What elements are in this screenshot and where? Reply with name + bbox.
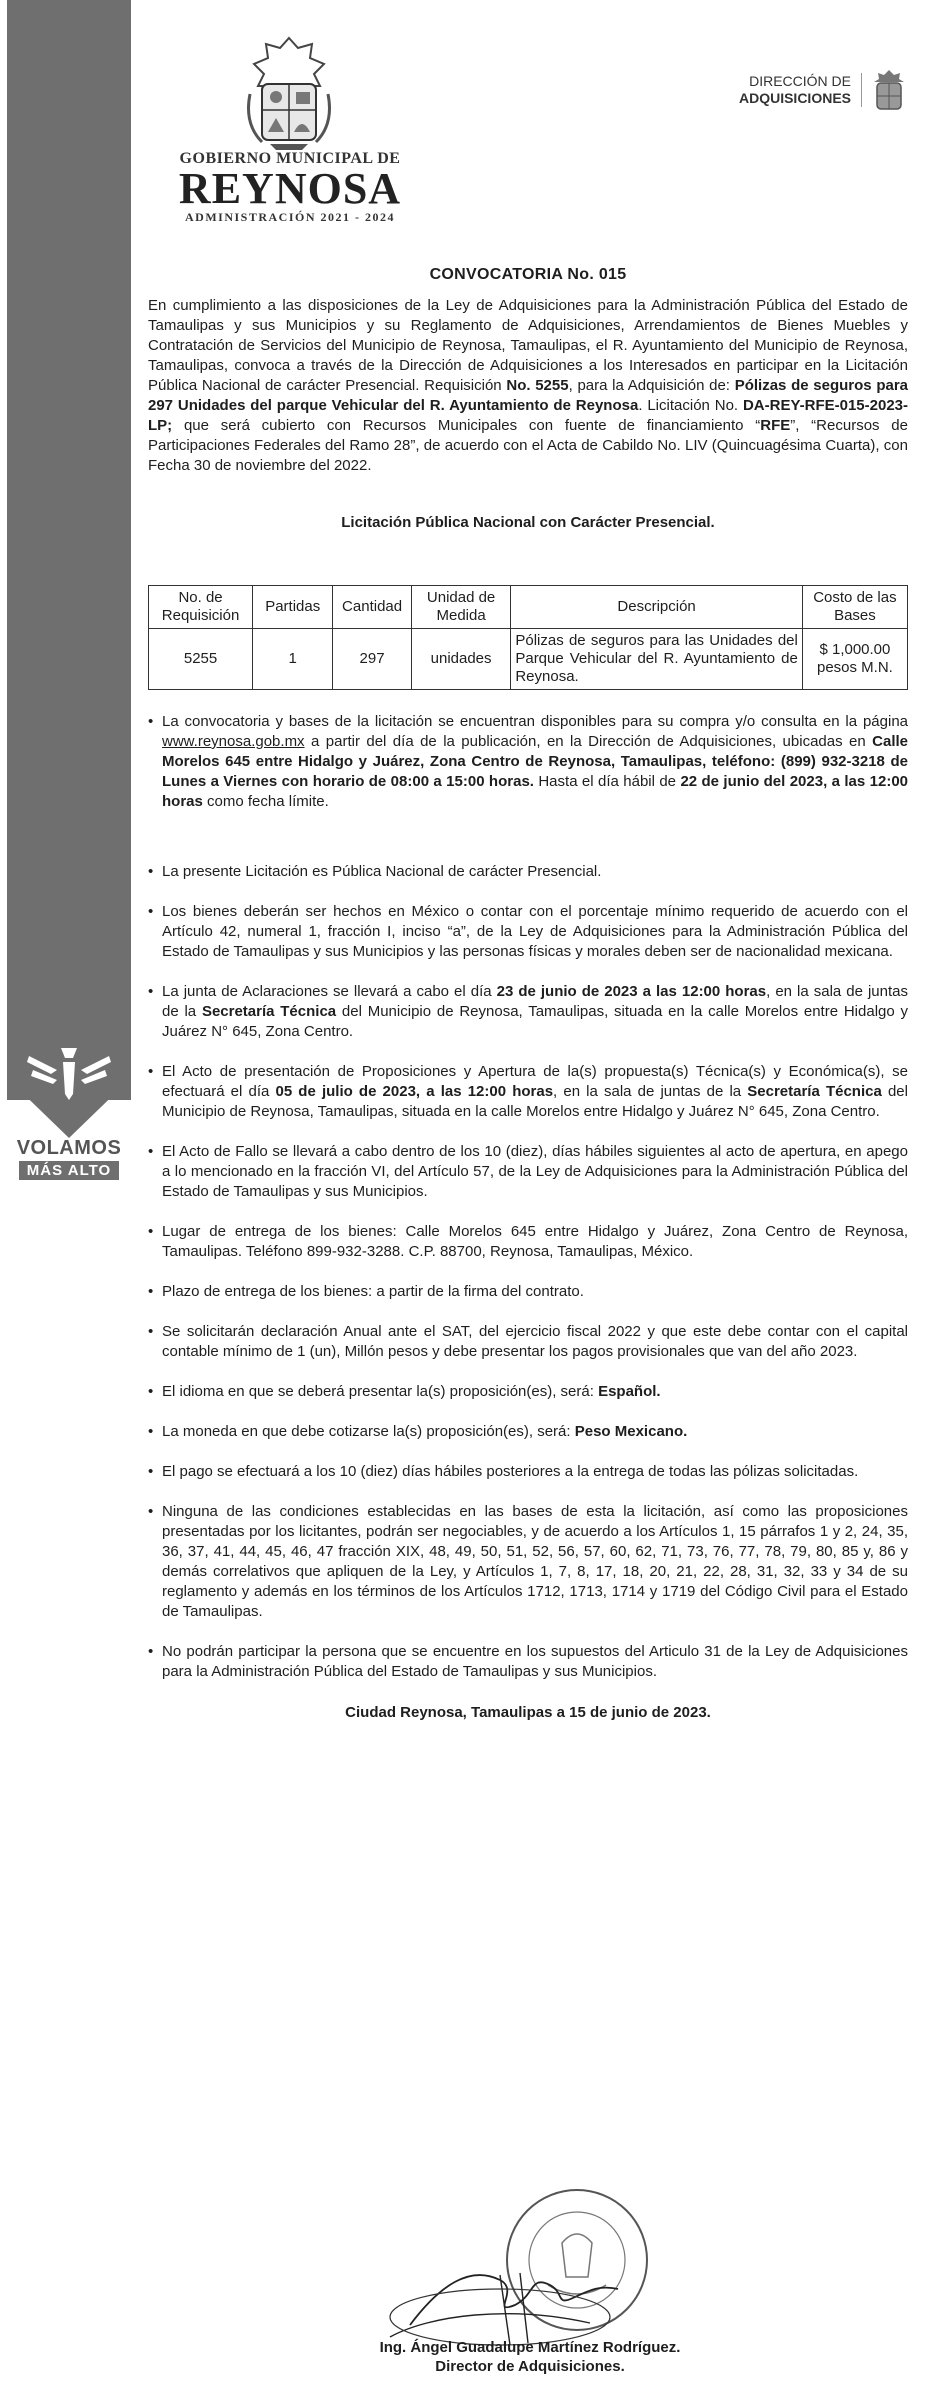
document-title: CONVOCATORIA No. 015 xyxy=(429,266,627,283)
list-item: • El pago se efectuará a los 10 (diez) días hábiles posteriores a la entrega de todas las pólizas solicitadas. xyxy=(148,1462,908,1482)
col-descripcion: Descripción xyxy=(511,586,803,629)
city-date: Ciudad Reynosa, Tamaulipas a 15 de junio de 2023. xyxy=(345,1704,711,1721)
list-item: • Los bienes deberán ser hechos en México o contar con el porcentaje mínimo requerido de acuerdo con el Artículo 42, numeral 1, fracción I, inciso “a”, de la Ley de Adquisiciones para la Administración Pública del Estado de Tamaulipas y sus Municipios y las personas físicas y morales deben ser de nacionalidad mexicana. xyxy=(148,902,908,962)
col-costo: Costo de las Bases xyxy=(802,586,907,629)
list-item: • El idioma en que se deberá presentar la(s) proposición(es), será: Español. xyxy=(148,1382,908,1402)
slogan-line1: VOLAMOS xyxy=(16,1137,122,1159)
col-cantidad: Cantidad xyxy=(333,586,412,629)
slogan xyxy=(5,1137,133,1180)
tender-type-heading: Licitación Pública Nacional con Carácter Presencial. xyxy=(341,514,715,531)
list-item: • No podrán participar la persona que se encuentre en los supuestos del Articulo 31 de la Ley de Adquisiciones para la Administración Pública del Estado de Tamaulipas y sus Municipios. xyxy=(148,1642,908,1682)
list-item: • La junta de Aclaraciones se llevará a cabo el día 23 de junio de 2023 a las 12:00 horas, en la sala de juntas de la Secretaría Técnica del Municipio de Reynosa, Tamaulipas, situada en la calle Morelos entre Hidalgo y Juárez N° 645, Zona Centro. xyxy=(148,982,908,1042)
crest-small-icon xyxy=(872,68,906,112)
signer-title: Director de Adquisiciones. xyxy=(435,2358,625,2375)
document-body xyxy=(148,260,908,1721)
list-item: • La moneda en que debe cotizarse la(s) proposición(es), será: Peso Mexicano. xyxy=(148,1422,908,1442)
list-item: • La convocatoria y bases de la licitación se encuentran disponibles para su compra y/o consulta en la página www.reynosa.gob.mx a partir del día de la publicación, en la Dirección de Adquisiciones, ubicadas en Calle Morelos 645 entre Hidalgo y Juárez, Zona Centro de Reynosa, Tamaulipas, teléfono: (899) 932-3218 de Lunes a Viernes con horario de 08:00 a 15:00 horas. Hasta el día hábil de 22 de junio del 2023, a las 12:00 horas como fecha límite. xyxy=(148,712,908,812)
list-item: • La presente Licitación es Pública Nacional de carácter Presencial. xyxy=(148,862,908,882)
list-item: • El Acto de presentación de Proposiciones y Apertura de la(s) propuesta(s) Técnica(s) y Económica(s), se efectuará el día 05 de julio de 2023, a las 12:00 horas, en la sala de juntas de la Secretaría Técnica del Municipio de Reynosa, Tamaulipas, situada en la calle Morelos entre Hidalgo y Juárez N° 645, Zona Centro. xyxy=(148,1062,908,1122)
list-item: • Lugar de entrega de los bienes: Calle Morelos 645 entre Hidalgo y Juárez, Zona Centro de Reynosa, Tamaulipas. Teléfono 899-932-3288. C.P. 88700, Reynosa, Tamaulipas, México. xyxy=(148,1222,908,1262)
signer-block xyxy=(350,2338,710,2376)
col-requisition: No. de Requisición xyxy=(149,586,253,629)
gov-city-name: REYNOSA xyxy=(178,164,402,213)
intro-paragraph: En cumplimiento a las disposiciones de la Ley de Adquisiciones para la Administración Pública del Estado de Tamaulipas y sus Municipios y su Reglamento de Adquisiciones, Arrendamientos de Bienes Muebles y Contratación de Servicios del Municipio de Reynosa, Tamaulipas, el R. Ayuntamiento del Municipio de Reynosa, Tamaulipas, convoca a través de la Dirección de Adquisiciones a los Interesados en participar en la Licitación Pública Nacional de carácter Presencial. Requisición No. 5255, para la Adquisición de: Pólizas de seguros para 297 Unidades del parque Vehicular del R. Ayuntamiento de Reynosa. Licitación No. DA-REY-RFE-015-2023-LP; que será cubierto con Recursos Municipales con fuente de financiamiento “RFE”, “Recursos de Participaciones Federales del Ramo 28”, de acuerdo con el Acta de Cabildo No. LIV (Quincuagésima Cuarta), con Fecha 30 de noviembre del 2022. xyxy=(148,297,909,474)
signer-name: Ing. Ángel Guadalupe Martínez Rodríguez. xyxy=(379,2339,681,2356)
list-item: • El Acto de Fallo se llevará a cabo dentro de los 10 (diez), días hábiles siguientes al acto de apertura, en apego a lo mencionado en la fracción VI, del Artículo 57, de la Ley de Adquisiciones para la Administración Pública del Estado de Tamaulipas y sus Municipios. xyxy=(148,1142,908,1202)
list-item: • Se solicitarán declaración Anual ante el SAT, del ejercicio fiscal 2022 y que este debe contar con el capital contable mínimo de 1 (un), Millón pesos y debe presentar los pagos provisionales que van del año 2023. xyxy=(148,1322,908,1362)
table-row xyxy=(149,629,908,690)
conditions-list xyxy=(148,712,908,1682)
cell-partidas: 1 xyxy=(253,629,333,690)
sidebar-bar xyxy=(7,0,131,1100)
col-unidad: Unidad de Medida xyxy=(411,586,511,629)
eagle-emblem-icon xyxy=(7,1008,131,1138)
municipal-crest-icon xyxy=(240,34,338,152)
cell-requisition: 5255 xyxy=(149,629,253,690)
requisition-table xyxy=(148,585,908,690)
cell-unidad: unidades xyxy=(411,629,511,690)
government-heading xyxy=(165,150,415,225)
cell-costo: $ 1,000.00 pesos M.N. xyxy=(802,629,907,690)
department-heading xyxy=(739,68,906,112)
table-header-row xyxy=(149,586,908,629)
dept-line2: ADQUISICIONES xyxy=(738,90,851,106)
gov-administration: ADMINISTRACIÓN 2021 - 2024 xyxy=(184,210,395,224)
department-text xyxy=(739,73,862,107)
list-item: • Ninguna de las condiciones establecidas en las bases de esta la licitación, así como las proposiciones presentadas por los licitantes, podrán ser negociables, y de acuerdo a los Artículos 1, 15 párrafos 1 y 2, 24, 35, 36, 37, 41, 44, 45, 46, 47 fracción XIX, 48, 49, 50, 51, 52, 56, 57, 60, 62, 71, 73, 76, 77, 78, 79, 80, 85 y, 86 y demás correlativos que apliquen de la Ley, y Artículos 1, 7, 8, 17, 18, 20, 21, 22, 28, 31, 32, 33 y 34 de su reglamento y además en los términos de los Artículos 1712, 1713, 1714 y 1719 del Código Civil para el Estado de Tamaulipas. xyxy=(148,1502,908,1622)
dept-line1: DIRECCIÓN DE xyxy=(749,73,851,89)
cell-descripcion: Pólizas de seguros para las Unidades del Parque Vehicular del R. Ayuntamiento de Reynosa. xyxy=(511,629,803,690)
col-partidas: Partidas xyxy=(253,586,333,629)
slogan-line2: MÁS ALTO xyxy=(19,1161,119,1180)
website-link[interactable]: www.reynosa.gob.mx xyxy=(162,733,305,750)
cell-cantidad: 297 xyxy=(333,629,412,690)
list-item: • Plazo de entrega de los bienes: a partir de la firma del contrato. xyxy=(148,1282,908,1302)
gov-line1: GOBIERNO MUNICIPAL DE xyxy=(179,150,401,167)
